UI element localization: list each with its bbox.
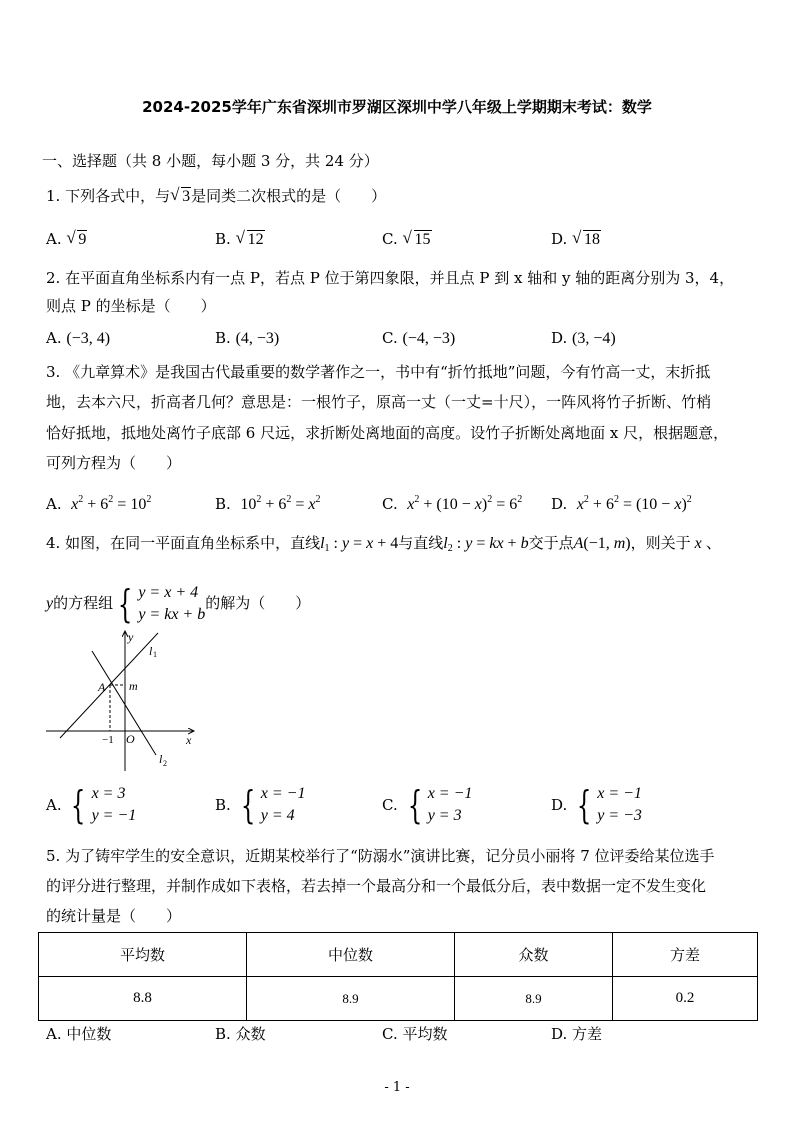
q5-stem-line2: 的评分进行整理，并制作成如下表格，若去掉一个最高分和一个最低分后，表中数据一定不发生变化 xyxy=(46,877,707,895)
l1-subscript: 1 xyxy=(153,650,157,659)
q4-option-c[interactable]: C. { x = −1 y = 3 xyxy=(382,783,473,827)
section-heading: 一、选择题（共 8 小题，每小题 3 分，共 24 分） xyxy=(42,152,379,170)
page-number: - 1 - xyxy=(384,1080,410,1095)
line-l1 xyxy=(60,633,158,738)
value-mean: 8.8 xyxy=(39,977,247,1021)
q2-option-b[interactable]: B. (4, −3) xyxy=(215,329,280,347)
header-variance: 方差 xyxy=(613,933,758,977)
q2-stem-line2: 则点 P 的坐标是（ ） xyxy=(46,297,216,315)
sqrt-18: √ 18 xyxy=(572,228,601,248)
q1-option-c[interactable]: C. √ 15 xyxy=(382,228,431,248)
q4-coordinate-graph xyxy=(40,625,210,775)
neg-one-label: −1 xyxy=(102,734,114,746)
value-variance: 0.2 xyxy=(613,977,758,1021)
q5-option-d[interactable]: D. 方差 xyxy=(551,1025,603,1043)
q3-stem-line3: 恰好抵地，抵地处离竹子底部 6 尺远，求折断处离地面的高度。设竹子折断处离地面 x 尺，根据题意， xyxy=(46,424,729,442)
point-a-label: A xyxy=(98,680,106,694)
header-mean: 平均数 xyxy=(39,933,247,977)
q2-option-d[interactable]: D. (3, −4) xyxy=(551,329,616,347)
header-mode: 众数 xyxy=(455,933,613,977)
q5-option-c[interactable]: C. 平均数 xyxy=(382,1025,448,1043)
q4-stem-line1: 4. 如图，在同一平面直角坐标系中，直线$l_1$ : y = x + 4与直线$l_2$ : y = kx + b交于点A(−1, m)，则关于 x 、 xyxy=(46,534,722,554)
sqrt-15: √ 15 xyxy=(402,228,431,248)
q1-stem-part-a: 1. 下列各式中，与 xyxy=(46,187,171,205)
y-axis-label: y xyxy=(128,630,134,644)
q3-stem-line2: 地，去本六尺，折高者几何？意思是：一根竹子，原高一丈（一丈=十尺），一阵风将竹子折断、竹梢 xyxy=(46,393,712,411)
l2-label: l xyxy=(159,752,163,766)
l1-label: l xyxy=(149,644,153,658)
q3-stem-line1: 3. 《九章算术》是我国古代最重要的数学著作之一，书中有“折竹抵地”问题，今有竹高一丈，末折抵 xyxy=(46,363,711,381)
q3-stem-line4: 可列方程为（ ） xyxy=(46,454,182,472)
q1-stem-part-b: 是同类二次根式的是（ ） xyxy=(191,187,387,205)
q2-option-a[interactable]: A. (−3, 4) xyxy=(46,329,111,347)
header-median: 中位数 xyxy=(247,933,455,977)
q5-stem-line1: 5. 为了铸牢学生的安全意识，近期某校举行了“防溺水”演讲比赛，记分员小丽将 7 位评委给某位选手 xyxy=(46,847,715,865)
q4-equation-system: { y = x + 4 y = kx + b xyxy=(117,582,206,626)
q2-option-c[interactable]: C. (−4, −3) xyxy=(382,329,456,347)
q5-option-a[interactable]: A. 中位数 xyxy=(46,1025,112,1043)
q1-option-b[interactable]: B. √ 12 xyxy=(215,228,264,248)
q4-option-a[interactable]: A. { x = 3 y = −1 xyxy=(46,783,137,827)
q5-stem-line3: 的统计量是（ ） xyxy=(46,907,182,925)
page-title: 2024-2025学年广东省深圳市罗湖区深圳中学八年级上学期期末考试：数学 xyxy=(142,98,652,116)
q5-option-b[interactable]: B. 众数 xyxy=(215,1025,266,1043)
question-1-stem xyxy=(46,186,386,207)
value-median: 8.9 xyxy=(247,977,455,1021)
value-mode: 8.9 xyxy=(455,977,613,1021)
q1-option-a[interactable]: A. √ 9 xyxy=(46,228,87,248)
sqrt-9: √ 9 xyxy=(66,228,87,248)
q3-option-c[interactable]: C. $x^2 + (10 - x)^2 = 6^2$ xyxy=(382,494,523,513)
l2-subscript: 2 xyxy=(163,759,167,768)
q2-stem-line1: 2. 在平面直角坐标系内有一点 P，若点 P 位于第四象限，并且点 P 到 x 轴和 y 轴的距离分别为 3，4， xyxy=(46,269,735,287)
q3-option-b[interactable]: B. $10^2 + 6^2 = x^2$ xyxy=(215,494,321,513)
q4-stem-line2: y的方程组 { y = x + 4 y = kx + b 的解为（ ） xyxy=(46,582,311,626)
sqrt-12: √ 12 xyxy=(235,228,264,248)
q4-option-d[interactable]: D. { x = −1 y = −3 xyxy=(551,783,642,827)
statistics-table xyxy=(38,932,758,1021)
origin-label: O xyxy=(126,732,135,746)
table-header-row xyxy=(39,933,758,977)
q3-option-a[interactable]: A. $x^2 + 6^2 = 10^2$ xyxy=(46,494,152,513)
table-row xyxy=(39,977,758,1021)
q1-option-d[interactable]: D. √ 18 xyxy=(551,228,601,248)
x-axis-label: x xyxy=(186,733,192,747)
m-label: m xyxy=(129,679,138,693)
q3-option-d[interactable]: D. $x^2 + 6^2 = (10 - x)^2$ xyxy=(551,494,692,513)
sqrt-3: √ 3 xyxy=(170,185,191,205)
q4-option-b[interactable]: B. { x = −1 y = 4 xyxy=(215,783,306,827)
